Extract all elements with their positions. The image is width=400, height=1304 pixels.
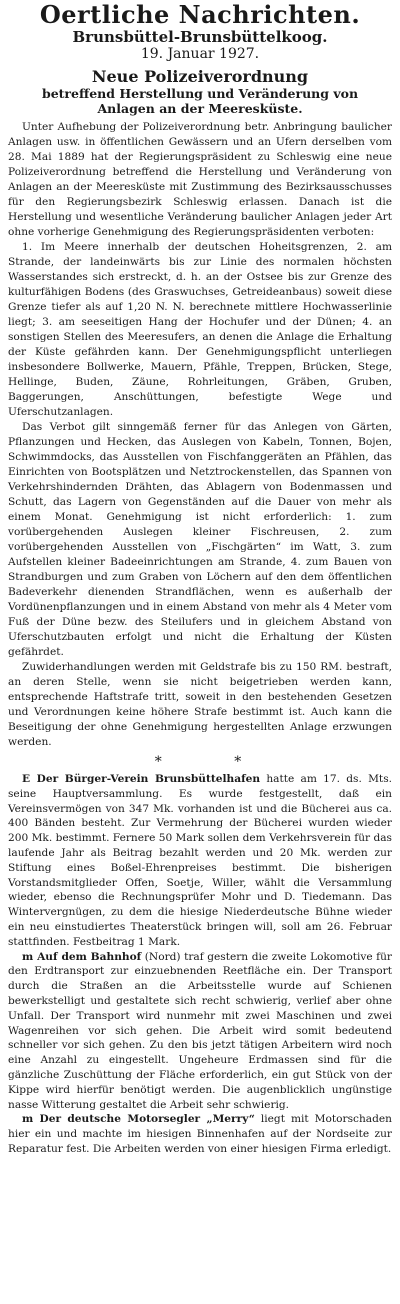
article-headline: Neue Polizeiverordnung	[91, 67, 309, 86]
article-paragraph-3: Das Verbot gilt sinngemäß ferner für das Anlegen von Gärten, Pflanzungen und Hecken, das Auslegen von Kabeln, Tonnen, Bojen, Schwimmdocks, das Ausstellen von Fischfanggeräten an Pfählen, das Einrichten von Bootsplätzen und Netztrockenstellen, das Spannen von Verkehrshindernden Drähten, das Ablagern von Bodenmassen und Schutt, das Lagern von Gegenständen auf die Dauer von mehr als einem Monat. Genehmigung ist nicht erforderlich: 1. zum vorübergehenden Auslegen kleiner Fischreusen, 2. zum vorübergehenden Ausstellen von „Fischgärten“ im Watt, 3. zum Aufstellen kleiner Badeeinrichtungen am Strande, 4. zum Bauen von Strandburgen und zum Graben von Löchern auf den dem öffentlichen Badeverkehr dienenden Strandflächen, wenn es außerhalb der Vordünenpflanzungen und in einem Abstand von mehr als 4 Meter vom Fuß der Düne bezw. des Steilufers und in gleichem Abstand von Uferschutzbauten erfolgt und nicht die Erhaltung der Küsten gefährdet.	[8, 421, 392, 658]
article-paragraph-2: 1. Im Meere innerhalb der deutschen Hoheitsgrenzen, 2. am Strande, der landeinwärts bis zur Linie des normalen höchsten Wasserstandes sich erstreckt, d. h. an der Ostsee bis zur Grenze des kulturfähigen Bodens (des Graswuchses, Getreideanbaus) soweit diese Grenze tiefer als auf 1,20 N. N. berechnete mittlere Hochwasserlinie liegt; 3. am seeseitigen Hang der Hochufer und der Dünen; 4. an sonstigen Stellen des Meeresufers, an denen die Anlage die Erhaltung der Küste gefährden kann. Der Genehmigungspflicht unterliegen insbesondere Bollwerke, Mauern, Pfähle, Treppen, Brücken, Stege, Hellinge, Buden, Zäune, Rohrleitungen, Gräben, Gruben, Baggerungen, Anschüttungen, befestigte Wege und Uferschutzanlagen.	[8, 241, 392, 418]
news-item-text: (Nord) traf gestern die zweite Lokomotive für den Erdtransport zur einzuebnenden Reetfläche ein. Der Transport durch die Straßen an die Arbeitsstelle wurde auf Schienen bewerkstelligt und gestaltete sich recht schwierig, verlief aber ohne Unfall. Der Transport wird nunmehr mit zwei Maschinen und zwei Wagenreihen vor sich gehen. Die Arbeit wird somit bedeutend schneller vor sich gehen. Zu den bis jetzt tätigen Arbeitern wird noch eine Anzahl zu eingestellt. Ungeheure Erdmassen sind für die gänzliche Zuschüttung der Fläche erforderlich, ein gut Stück von der Kippe wird hierfür benötigt werden. Die augenblicklich ungünstige nasse Witterung gestaltet die Arbeit sehr schwierig.	[8, 950, 392, 1111]
deck-line-1: betreffend Herstellung und Veränderung von	[41, 86, 359, 101]
masthead: Oertliche Nachrichten.	[39, 0, 361, 29]
article-paragraph-4: Zuwiderhandlungen werden mit Geldstrafe bis zu 150 RM. bestraft, an deren Stelle, wenn sie nicht beigetrieben werden kann, entsprechende Haftstrafe tritt, soweit in den bestehenden Gesetzen und Verordnungen keine höhere Strafe bestimmt ist. Auch kann die Beseitigung der ohne Genehmigung hergestellten Anlage erzwungen werden.	[8, 661, 392, 748]
article-paragraph-1: Unter Aufhebung der Polizeiverordnung betr. Anbringung baulicher Anlagen usw. in öffentlichen Gewässern und an Ufern derselben vom 28. Mai 1889 hat der Regierungspräsident zu Schleswig eine neue Polizeiverordnung betreffend die Herstellung und Veränderung von Anlagen an der Meeresküste mit Zustimmung des Bezirksausschusses für den Regierungsbezirk Schleswig erlassen. Danach ist die Herstellung und wesentliche Veränderung baulicher Anlagen jeder Art ohne vorherige Genehmigung des Regierungspräsidenten verboten:	[8, 121, 392, 238]
news-item-buergerverein	[8, 772, 392, 950]
date-line: 19. Januar 1927.	[140, 46, 260, 62]
news-item-motorsegler	[8, 1112, 392, 1156]
news-item-bahnhof	[8, 950, 392, 1113]
news-item-text: hatte am 17. ds. Mts. seine Hauptversammlung. Es wurde festgestellt, daß ein Vereinsvermögen von 347 Mk. vorhanden ist und die Bücherei aus ca. 400 Bänden besteht. Zur Vermehrung der Bücherei wurden wieder 200 Mk. bestimmt. Fernere 50 Mark sollen dem Verkehrsverein für das laufende Jahr als Beitrag bezahlt werden und 20 Mk. werden zur Stiftung eines Boßel-Ehrenpreises bestimmt. Die bisherigen Vorstandsmitglieder Offen, Soetje, Willer, wählt die Versammlung wieder, ebenso die Rechnungsprüfer Mohr und D. Tiedemann. Das Wintervergnügen, zu dem die hiesige Niederdeutsche Bühne wieder ein neu einstudiertes Theaterstück bringen will, soll am 26. Februar stattfinden. Festbeitrag 1 Mark.	[8, 773, 392, 948]
news-item-kicker: m Der deutsche Motorsegler „Merry“	[22, 1113, 255, 1126]
news-item-text: liegt mit Motorschaden hier ein und machte im hiesigen Binnenhafen auf der Nordseite zur Reparatur fest. Die Arbeiten werden von einer hiesigen Firma erledigt.	[8, 1113, 392, 1155]
deck-line-2: Anlagen an der Meeresküste.	[97, 101, 303, 116]
article-deck	[8, 86, 392, 116]
news-item-kicker: m Auf dem Bahnhof	[22, 950, 142, 963]
news-item-kicker: E Der Bürger-Verein Brunsbüttelhafen	[22, 773, 261, 785]
place-line: Brunsbüttel-Brunsbüttelkoog.	[72, 28, 328, 46]
section-divider: * *	[154, 754, 276, 770]
